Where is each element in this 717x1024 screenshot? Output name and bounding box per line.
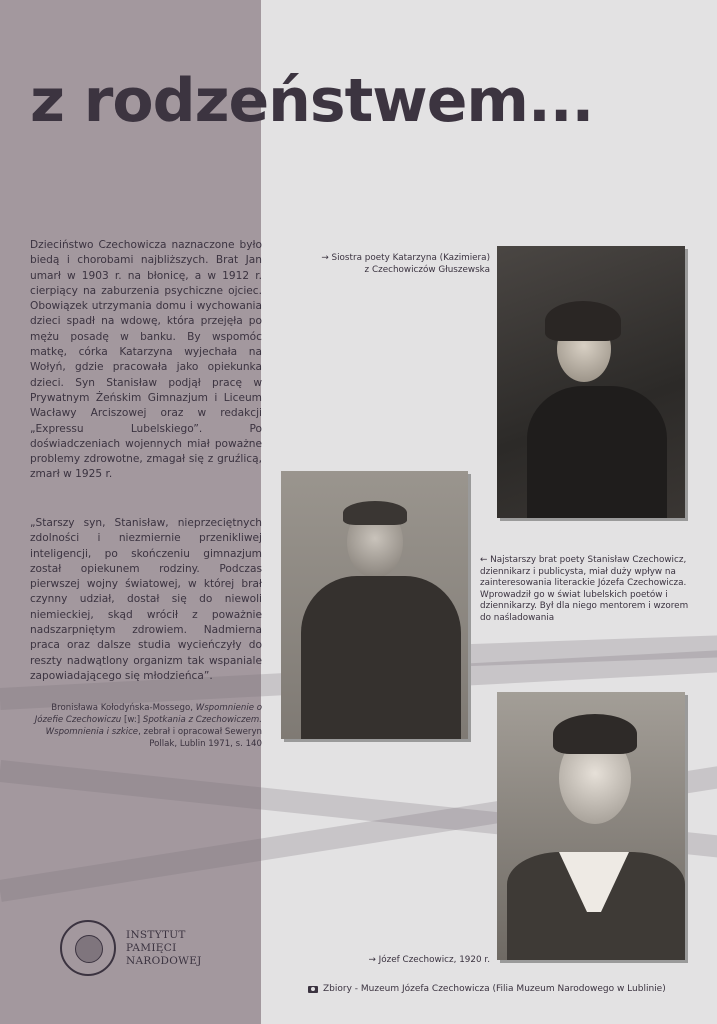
- citation-work: Wspomnienie o Józefie Czechowiczu: [34, 703, 262, 725]
- camera-icon: [308, 986, 318, 993]
- ipn-line1: INSTYTUT: [126, 928, 186, 941]
- footer-credit: [308, 984, 666, 994]
- footer-text: Zbiory - Muzeum Józefa Czechowicza (Filia Muzeum Narodowego w Lublinie): [323, 984, 666, 994]
- ipn-line2: PAMIĘCI: [126, 941, 177, 954]
- citation-rest: , zebrał i opracował Seweryn Pollak, Lublin 1971, s. 140: [138, 727, 262, 749]
- caption-sister-line2: z Czechowiczów Głuszewska: [364, 264, 490, 275]
- photo-sister: [497, 246, 685, 518]
- citation-in: [w:]: [121, 715, 141, 725]
- caption-brother: ← Najstarszy brat poety Stanisław Czechowicz, dziennikarz i publicysta, miał duży wpływ na zainteresowania literackie Józefa Czechowicza. Wprowadził go w świat lubelskich poetów i dziennikarzy. Był dla niego mentorem i wzorem do naśladowania: [480, 555, 689, 623]
- citation: [30, 702, 262, 750]
- eagle-seal-icon: [60, 920, 116, 976]
- caption-sister-line1: → Siostra poety Katarzyna (Kazimiera): [321, 253, 490, 263]
- ipn-name: [126, 929, 202, 968]
- photo-brother: [281, 471, 468, 739]
- page-title: z rodzeństwem...: [30, 66, 594, 136]
- caption-jozef: → Józef Czechowicz, 1920 r.: [368, 955, 490, 965]
- quote-paragraph: „Starszy syn, Stanisław, nieprzeciętnych zdolności i niezmiernie przenikliwej inteligencji, po skończeniu gimnazjum został opiekunem rodziny. Podczas pierwszej wojny światowej, w której brał czynny udział, dostał się do niewoli niemieckiej, skąd wrócił z poważnie nadszarpniętym zdrowiem. Nadmierna praca oraz dalsze studia wycieńczyły do reszty nadwątlony organizm tak wspaniale zapowiadającego się młodzieńca”.: [30, 517, 262, 682]
- citation-book: Spotkania z Czechowiczem. Wspomnienia i szkice: [45, 715, 262, 737]
- ipn-logo: [60, 920, 202, 976]
- intro-paragraph: Dzieciństwo Czechowicza naznaczone było biedą i chorobami najbliższych. Brat Jan umarł w 1903 r. na błonicę, a w 1912 r. cierpiący na zaburzenia psychiczne ojciec. Obowiązek utrzymania domu i wychowania dzieci spadł na wdowę, która przejęła po mężu posadę w banku. By wspomóc matkę, córka Katarzyna wyjechała na Wołyń, gdzie pracowała jako opiekunka dzieci. Syn Stanisław podjął pracę w Prywatnym Żeńskim Gimnazjum i Liceum Wacławy Arciszowej oraz w redakcji „Expressu Lubelskiego”. Po doświadczeniach wojennych miał poważne problemy zdrowotne, zmagał się z gruźlicą, zmarł w 1925 r.: [30, 239, 262, 481]
- citation-author: Bronisława Kołodyńska-Mossego,: [51, 703, 193, 713]
- caption-sister: [310, 253, 490, 276]
- ipn-line3: NARODOWEJ: [126, 954, 202, 967]
- photo-jozef: [497, 692, 685, 960]
